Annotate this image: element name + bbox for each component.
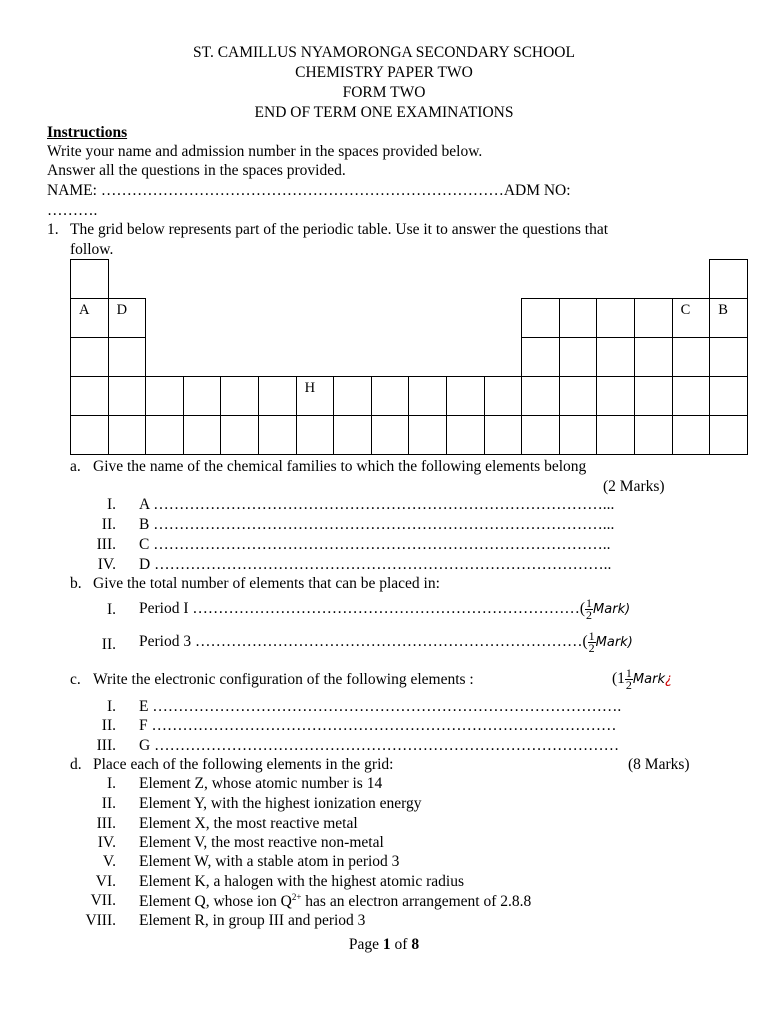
grid-cell xyxy=(296,415,335,455)
q1d-item-text: Element Y, with the highest ionization energy xyxy=(139,795,422,812)
grid-cell xyxy=(521,376,560,416)
name-adm-line: NAME: ……………………………………………………………………ADM NO: xyxy=(47,182,571,199)
grid-cell xyxy=(108,376,147,416)
q1a-item-num: IV. xyxy=(97,556,116,573)
fraction-denominator: 2 xyxy=(586,607,593,622)
q1b-item-text: Period I …………………………………………………………………( xyxy=(139,600,586,617)
q1a-label: a. xyxy=(70,458,81,475)
grid-cell xyxy=(258,376,297,416)
mark-label: Mark xyxy=(632,672,665,687)
mark-label: Mark) xyxy=(593,602,631,617)
q1a-item-text: D …………………………………………………………………………….. xyxy=(139,556,612,573)
q1d-item-text: Element R, in group III and period 3 xyxy=(139,912,366,929)
page-prefix: Page xyxy=(348,936,383,953)
grid-cell xyxy=(596,415,635,455)
grid-cell xyxy=(672,337,711,377)
grid-cell xyxy=(709,337,748,377)
q1d-item-num: II. xyxy=(101,795,116,812)
exam-title: END OF TERM ONE EXAMINATIONS xyxy=(254,104,514,121)
grid-cell xyxy=(70,337,109,377)
ion-charge: 2+ xyxy=(291,892,302,902)
grid-cell xyxy=(709,376,748,416)
q1d-item-num: IV. xyxy=(97,834,116,851)
instruction-line-1: Write your name and admission number in the spaces provided below. xyxy=(47,143,483,160)
grid-cell xyxy=(559,337,598,377)
q1b-text: Give the total number of elements that can be placed in: xyxy=(93,575,440,592)
fraction-numerator: 1 xyxy=(625,665,632,680)
grid-cell xyxy=(70,298,109,338)
fraction-denominator: 2 xyxy=(588,640,595,655)
half-fraction xyxy=(585,595,593,622)
fraction-denominator: 2 xyxy=(625,677,632,692)
q1d-item-text: Element Z, whose atomic number is 14 xyxy=(139,775,383,792)
grid-cell xyxy=(70,415,109,455)
mark-glyph: ¿ xyxy=(664,672,672,687)
grid-cell xyxy=(596,298,635,338)
q1d-item-text: Element K, a halogen with the highest atomic radius xyxy=(139,873,464,890)
q1d-item-num: V. xyxy=(102,853,116,870)
half-fraction xyxy=(625,665,633,692)
grid-cell xyxy=(672,298,711,338)
grid-cell xyxy=(108,415,147,455)
q1a-item-text: A ……………………………………………………………………………... xyxy=(139,496,615,513)
grid-cell xyxy=(596,376,635,416)
q1c-text: Write the electronic configuration of the following elements : xyxy=(93,671,474,688)
grid-cell xyxy=(709,415,748,455)
grid-cell xyxy=(108,298,147,338)
grid-cell xyxy=(596,337,635,377)
fraction-numerator: 1 xyxy=(586,595,593,610)
q1b-item xyxy=(139,593,630,626)
form-title: FORM TWO xyxy=(342,84,426,101)
instructions-heading: Instructions xyxy=(47,124,128,141)
grid-cell xyxy=(296,376,335,416)
grid-cell xyxy=(559,298,598,338)
q1c-label: c. xyxy=(70,671,81,688)
grid-element-label: B xyxy=(718,302,728,318)
q1b-item-num: II. xyxy=(101,636,116,653)
grid-element-label: C xyxy=(680,302,691,318)
mark-label: Mark) xyxy=(595,635,633,650)
grid-cell xyxy=(559,376,598,416)
q1d-marks: (8 Marks) xyxy=(628,756,690,773)
grid-cell xyxy=(521,415,560,455)
q1-text-line-2: follow. xyxy=(70,241,114,258)
grid-cell xyxy=(521,298,560,338)
half-fraction xyxy=(588,628,596,655)
q1b-item xyxy=(139,626,633,659)
q1c-marks-prefix: (1 xyxy=(612,670,625,687)
grid-cell xyxy=(70,259,109,299)
grid-cell xyxy=(220,415,259,455)
q1a-item-num: I. xyxy=(106,496,116,513)
q1c-item-num: II. xyxy=(101,717,116,734)
grid-element-label: D xyxy=(116,302,128,318)
grid-cell xyxy=(70,376,109,416)
q1a-marks: (2 Marks) xyxy=(603,478,665,495)
grid-cell xyxy=(446,376,485,416)
grid-cell xyxy=(258,415,297,455)
q1d-item-num: III. xyxy=(96,815,116,832)
fraction-numerator: 1 xyxy=(588,628,595,643)
grid-cell xyxy=(634,376,673,416)
q1a-item-num: II. xyxy=(101,516,116,533)
q1d-item-text-after: has an electron arrangement of 2.8.8 xyxy=(301,893,532,911)
grid-cell xyxy=(484,415,523,455)
grid-cell xyxy=(446,415,485,455)
q1d-item-text xyxy=(139,892,531,911)
grid-cell xyxy=(145,376,184,416)
page-of: of xyxy=(390,936,412,953)
grid-cell xyxy=(371,376,410,416)
q1a-item-num: III. xyxy=(96,536,116,553)
grid-cell xyxy=(559,415,598,455)
grid-cell xyxy=(709,298,748,338)
q1a-text: Give the name of the chemical families to which the following elements belong xyxy=(93,458,587,475)
page-total: 8 xyxy=(411,936,420,953)
instruction-line-2: Answer all the questions in the spaces provided. xyxy=(47,162,346,179)
grid-cell xyxy=(672,376,711,416)
grid-cell xyxy=(634,298,673,338)
q1a-item-text: B ……………………………………………………………………………... xyxy=(139,516,615,533)
q1b-label: b. xyxy=(70,575,82,592)
q1d-item-num: VIII. xyxy=(85,912,116,929)
q1c-item-text: E ………………………………………………………………………………. xyxy=(139,698,622,715)
q1d-label: d. xyxy=(70,756,82,773)
q1c-item-num: III. xyxy=(96,737,116,754)
grid-cell xyxy=(145,415,184,455)
school-name: ST. CAMILLUS NYAMORONGA SECONDARY SCHOOL xyxy=(193,44,575,61)
adm-dots: ………. xyxy=(47,202,98,219)
grid-cell xyxy=(709,259,748,299)
grid-cell xyxy=(183,415,222,455)
grid-element-label: A xyxy=(79,302,90,318)
grid-cell xyxy=(333,415,372,455)
grid-cell xyxy=(634,415,673,455)
q1-text-line-1: The grid below represents part of the periodic table. Use it to answer the questions that xyxy=(70,221,609,238)
grid-cell xyxy=(634,337,673,377)
grid-cell xyxy=(521,337,560,377)
grid-cell xyxy=(108,337,147,377)
q1b-item-num: I. xyxy=(106,601,116,618)
grid-cell xyxy=(183,376,222,416)
grid-cell xyxy=(371,415,410,455)
q1d-item-text-before: Element Q, whose ion Q xyxy=(139,893,292,911)
q1c-item-text: G ……………………………………………………………………………… xyxy=(139,737,620,754)
grid-cell xyxy=(333,376,372,416)
q1d-item-num: VI. xyxy=(95,873,116,890)
q1c-item-num: I. xyxy=(106,698,116,715)
q1d-item-text: Element V, the most reactive non-metal xyxy=(139,834,384,851)
q1d-item-text: Element X, the most reactive metal xyxy=(139,815,358,832)
grid-cell xyxy=(408,376,447,416)
q1d-text: Place each of the following elements in the grid: xyxy=(93,756,394,773)
q1c-item-text: F ……………………………………………………………………………… xyxy=(139,717,617,734)
page-number: 1 xyxy=(382,936,391,953)
q1-number: 1. xyxy=(47,221,59,238)
q1b-item-text: Period 3 …………………………………………………………………( xyxy=(139,633,588,650)
page-footer xyxy=(0,936,768,954)
grid-cell xyxy=(672,415,711,455)
q1c-marks xyxy=(612,663,672,696)
grid-cell xyxy=(484,376,523,416)
grid-cell xyxy=(408,415,447,455)
grid-element-label: H xyxy=(304,380,316,396)
q1d-item-text: Element W, with a stable atom in period 3 xyxy=(139,853,400,870)
q1d-item-num: VII. xyxy=(90,892,116,909)
q1a-item-text: C …………………………………………………………………………….. xyxy=(139,536,611,553)
q1d-item-num: I. xyxy=(106,775,116,792)
grid-cell xyxy=(220,376,259,416)
paper-title: CHEMISTRY PAPER TWO xyxy=(295,64,473,81)
